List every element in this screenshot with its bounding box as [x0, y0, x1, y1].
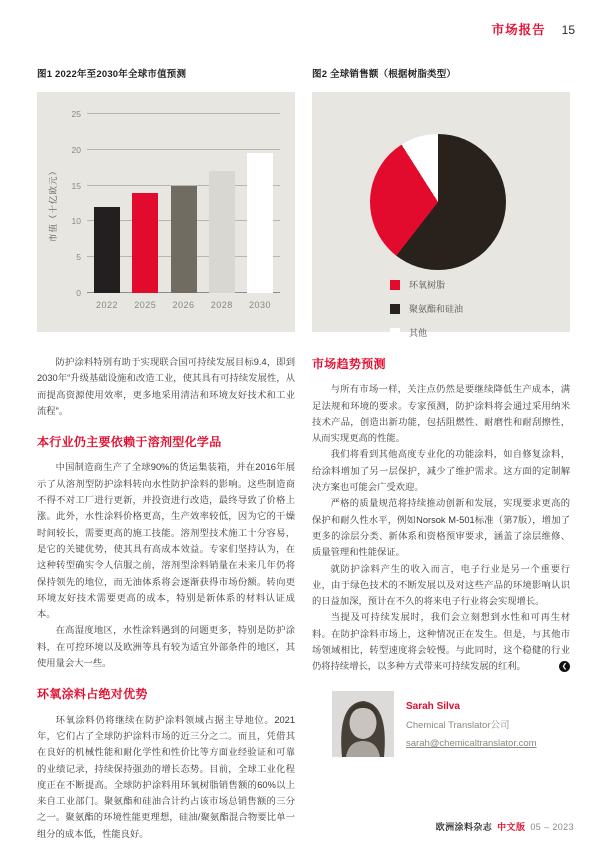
bar-2030 — [247, 153, 273, 293]
trends-paragraph-5: 当提及可持续发展时，我们会立刻想到水性和可再生材料。在防护涂料市场上，这种情况正在发生。但是，与其他市场领域相比，转型速度将会较慢。与此同时，这个稳健的行业仍将持续增长，以多种方式带来可持续发展的红利。 — [312, 612, 570, 672]
author-info — [406, 691, 537, 753]
xtick-label-2025: 2025 — [134, 300, 157, 310]
bar-2028 — [209, 171, 235, 293]
bar-2022 — [94, 207, 120, 293]
footer-magazine: 欧洲涂料杂志 — [435, 822, 493, 832]
bar-group-2030 — [247, 114, 273, 310]
author-email[interactable]: sarah@chemicaltranslator.com — [406, 738, 537, 750]
left-column — [37, 354, 295, 842]
figure2-caption: 图2 全球销售额（根据树脂类型） — [312, 69, 457, 80]
ytick-label-20: 20 — [71, 144, 81, 155]
bar-group-2026 — [171, 114, 197, 310]
bar-chart-ylabel: 市值（十亿欧元） — [48, 165, 58, 243]
xtick-label-2028: 2028 — [210, 300, 233, 310]
bar-group-2022 — [94, 114, 120, 310]
bar-2026 — [171, 186, 197, 293]
bar-chart — [37, 92, 295, 332]
legend-label: 其他 — [409, 328, 428, 338]
legend-swatch-icon — [390, 328, 400, 338]
xtick-label-2026: 2026 — [172, 300, 195, 310]
heading-epoxy: 环氧涂料占绝对优势 — [37, 687, 148, 702]
xtick-label-2030: 2030 — [248, 300, 272, 310]
ytick-label-5: 5 — [76, 252, 81, 263]
trends-paragraph-4: 就防护涂料产生的收入而言，电子行业是另一个重要行业，由于绿色技术的不断发展以及对这些产品的环境影响认识的日益加深，预计在不久的将来电子行业将会实现增长。 — [312, 563, 570, 607]
ytick-label-0: 0 — [76, 288, 81, 298]
pie — [370, 134, 506, 270]
solvent-paragraph-2: 在高湿度地区，水性涂料遇到的问题更多，特别是防护涂料，在可控环境以及欧洲等具有较为适宜外部条件的地区，其使用量会大一些。 — [37, 625, 295, 669]
heading-trends: 市场趋势预测 — [312, 357, 386, 371]
legend-label: 聚氨酯和硅油 — [409, 304, 464, 314]
ytick-label-10: 10 — [71, 216, 81, 227]
intro-paragraph: 防护涂料特别有助于实现联合国可持续发展目标9.4，即到2030年“升级基础设施和改造工业，使其具有可持续发展性，从而提高资源使用效率，更多地采用清洁和环境友好技术和工业流程”。 — [37, 357, 295, 416]
ytick-label-15: 15 — [71, 180, 81, 191]
trends-paragraph-1: 与所有市场一样，关注点仍然是要继续降低生产成本，满足法规和环境的要求。专家预测，防护涂料将会通过采用纳米技术产品，创造出新功能，包括阻燃性、耐磨性和耐刮擦性，从而实现更高的性能。 — [312, 384, 570, 444]
legend-swatch-icon — [390, 280, 400, 290]
footer-edition: 中文版 — [497, 822, 526, 832]
bars — [87, 114, 280, 310]
section-title: 市场报告 — [491, 23, 546, 37]
xtick-label-2022: 2022 — [95, 300, 119, 310]
right-column — [312, 354, 570, 757]
ytick-label-25: 25 — [71, 109, 81, 119]
bar-group-2028 — [209, 114, 235, 310]
footer-issue: 05 – 2023 — [530, 822, 574, 832]
author-company: Chemical Translator公司 — [406, 719, 510, 731]
heading-solvent: 本行业仍主要依赖于溶剂型化学品 — [37, 435, 222, 450]
legend-item-2 — [390, 326, 463, 339]
end-of-article-icon: ❮ — [559, 661, 570, 672]
author-card — [332, 691, 570, 757]
solvent-paragraph-1: 中国制造商生产了全球90%的货运集装箱，并在2016年展示了从溶剂型防护涂料转向水性防护涂料的影响。这些制造商不得不对工厂进行更新，并投资进行改造，最终导致了价格上涨。此外，水性涂料价格更高，生产效率较低，因为它的干燥时间较长，需要更高的施工技能。溶剂型技术施工十分容易，是它的关键优势，使其具有高成本效益。专家们坚持认为，在这种转型确实令人信服之前，溶剂型涂料销量在未来几年仍将保持领先的地位，而无油体系将会逐渐获得市场份额。转向更环境友好技术需要更高的成本，特别是新体系的材料认证成本。 — [37, 462, 295, 620]
author-photo — [332, 691, 394, 757]
legend-swatch-icon — [390, 304, 400, 314]
bar-2025 — [132, 193, 158, 293]
legend-item-1 — [390, 302, 463, 315]
author-name: Sarah Silva — [406, 700, 460, 712]
trends-paragraph-2: 我们将看到其他高度专业化的功能涂料，如自修复涂料，给涂料增加了另一层保护，减少了维护需求。这方面的定制解决方案也可能会广受欢迎。 — [312, 449, 570, 493]
trends-paragraph-3: 严格的质量规范将持续推动创新和发展，实现要求更高的保护和耐久性水平，例如Norsok M-501标准（第7版），增加了更多的涂层分类、新体系和资格预审要求，涵盖了涂层维修、质量管理和性能保证。 — [312, 498, 570, 558]
trends-paragraph-5-wrap — [312, 609, 570, 674]
page-number: 15 — [561, 23, 575, 37]
epoxy-paragraph: 环氧涂料仍将继续在防护涂料领域占据主导地位。2021年，它们占了全球防护涂料市场的近三分之二。而且，凭借其在良好的机械性能和耐化学性和性价比等方面业经验证和可靠的业绩记录，持续保持强劲的增长态势。目前，全球工业化程度正在不断提高。全球防护涂料用环氧树脂销售额的60%以上来自工业部门。聚氨酯和硅油合计约占该市场总销售额的三分之一。聚氨酯的环境性能更理想，硅油/聚氨酯混合物要比单一组分的成本低，性能良好。 — [37, 714, 295, 839]
legend-item-0 — [390, 278, 463, 291]
figure1-caption: 图1 2022年至2030年全球市值预测 — [37, 69, 187, 80]
pie-legend — [390, 278, 463, 339]
page-header — [492, 20, 575, 38]
legend-label: 环氧树脂 — [409, 280, 446, 290]
page-footer — [436, 820, 574, 833]
bar-group-2025 — [132, 114, 158, 310]
pie-chart — [312, 92, 570, 338]
